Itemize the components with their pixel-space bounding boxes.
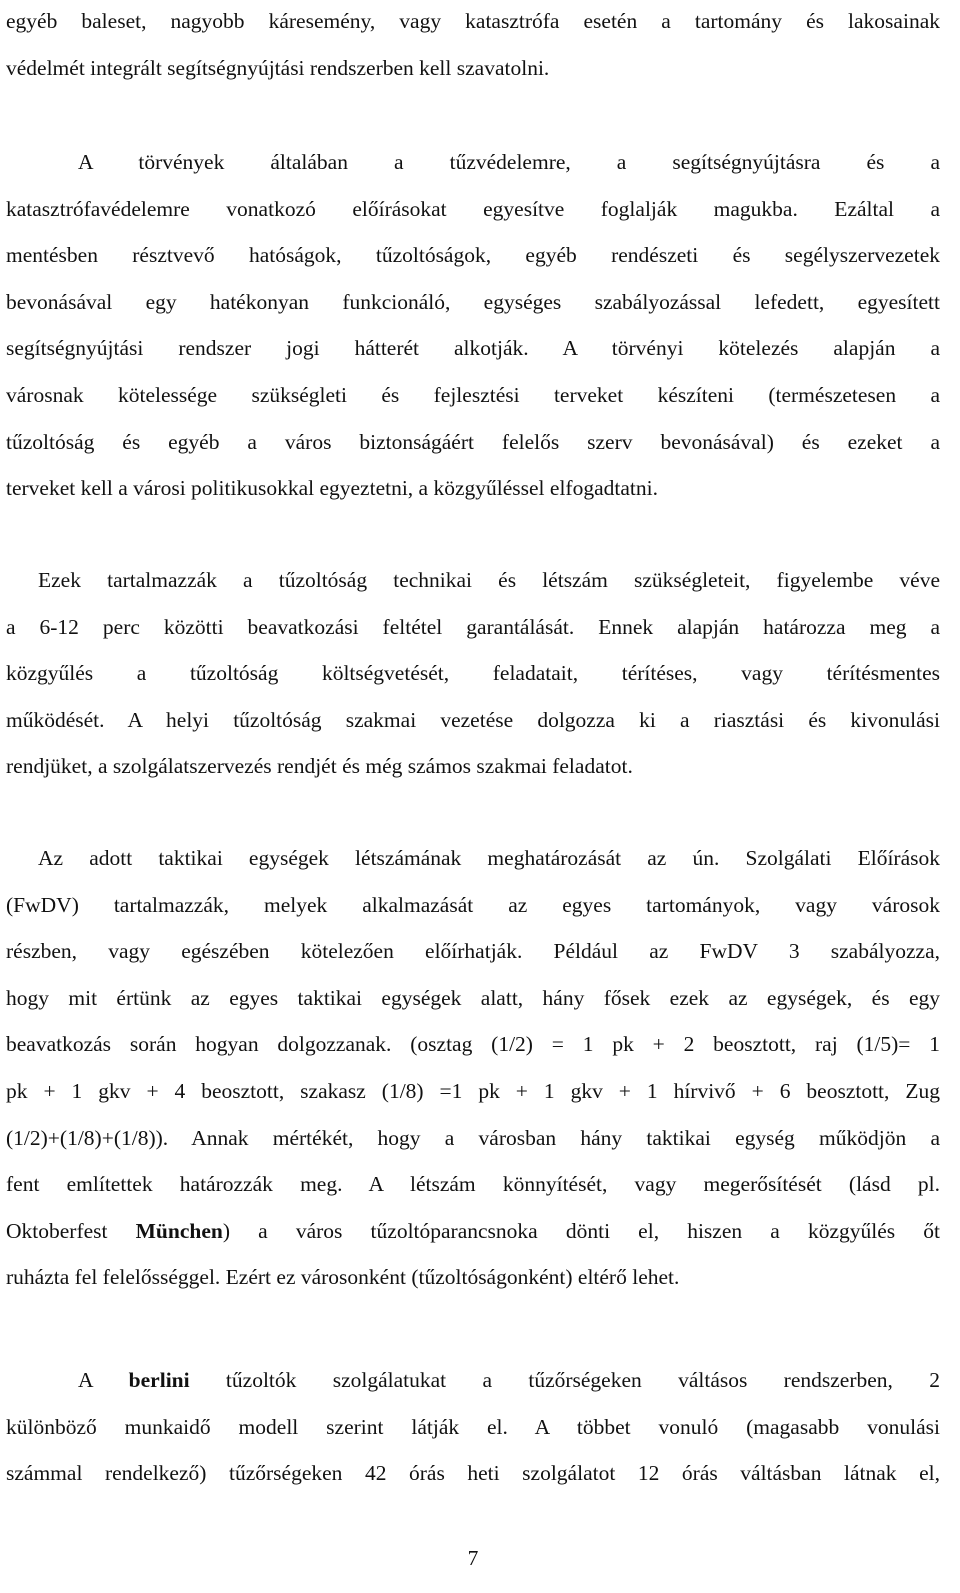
text-line: rendjüket, a szolgálatszervezés rendjét és még számos szakmai feladatot. xyxy=(6,754,633,779)
paragraph xyxy=(6,0,940,91)
text-line: közgyűlés a tűzoltóság költségvetését, feladatait, térítéses, vagy térítésmentes xyxy=(6,661,940,686)
text-line: hogy mit értünk az egyes taktikai egységek alatt, hány fősek ezek az egységek, és egy xyxy=(6,985,940,1010)
text-line: tűzoltóság és egyéb a város biztonságáért felelős szerv bevonásával) és ezeket a xyxy=(6,429,940,454)
text-line: A törvények általában a tűzvédelemre, a segítségnyújtásra és a xyxy=(78,150,940,174)
bold-city-name: München xyxy=(135,1218,223,1243)
text-line: különböző munkaidő modell szerint látják el. A többet vonuló (magasabb vonulási xyxy=(6,1414,940,1439)
text-line: védelmét integrált segítségnyújtási rendszerben kell szavatolni. xyxy=(6,55,550,80)
text-line: A berlini tűzoltók szolgálatukat a tűzőrségeken váltásos rendszerben, 2 xyxy=(78,1368,940,1392)
text-line: mentésben résztvevő hatóságok, tűzoltóságok, egyéb rendészeti és segélyszervezetek xyxy=(6,243,940,268)
text-line: működését. A helyi tűzoltóság szakmai vezetése dolgozza ki a riasztási és kivonulási xyxy=(6,707,940,732)
paragraph xyxy=(6,1357,940,1497)
text-line: a 6-12 perc közötti beavatkozási feltétel garantálását. Ennek alapján határozza meg a xyxy=(6,614,940,639)
text-line: (FwDV) tartalmazzák, melyek alkalmazását az egyes tartományok, vagy városok xyxy=(6,892,940,917)
text-line: (1/2)+(1/8)+(1/8)). Annak mértékét, hogy a városban hány taktikai egység működjön a xyxy=(6,1125,940,1150)
text-line: katasztrófavédelemre vonatkozó előírásokat egyesítve foglalják magukba. Ezáltal a xyxy=(6,196,940,221)
paragraph xyxy=(6,835,940,1301)
text-line: fent említettek határozzák meg. A létszám könnyítését, vagy megerősítését (lásd pl. xyxy=(6,1172,940,1197)
text-line: számmal rendelkező) tűzőrségeken 42 órás heti szolgálatot 12 órás váltásban látnak el, xyxy=(6,1461,940,1486)
text-line: Ezek tartalmazzák a tűzoltóság technikai és létszám szükségleteit, figyelembe véve xyxy=(38,568,940,592)
text-line: bevonásával egy hatékonyan funkcionáló, egységes szabályozással lefedett, egyesített xyxy=(6,289,940,314)
paragraph xyxy=(6,139,940,512)
text-line: részben, vagy egészében kötelezően előírhatják. Például az FwDV 3 szabályozza, xyxy=(6,939,940,964)
text-line: Az adott taktikai egységek létszámának meghatározását az ún. Szolgálati Előírások xyxy=(38,846,940,870)
text-line: Oktoberfest München) a város tűzoltóparancsnoka dönti el, hiszen a közgyűlés őt xyxy=(6,1218,940,1243)
page-number: 7 xyxy=(467,1546,479,1570)
paragraph xyxy=(6,557,940,790)
bold-city-name: berlini xyxy=(128,1368,190,1392)
text-line: városnak kötelessége szükségleti és fejlesztési terveket készíteni (természetesen a xyxy=(6,382,940,407)
text-line: ruházta fel felelősséggel. Ezért ez városonként (tűzoltóságonként) eltérő lehet. xyxy=(6,1265,680,1290)
text-line: terveket kell a városi politikusokkal egyeztetni, a közgyűléssel elfogadtatni. xyxy=(6,476,658,501)
text-line: egyéb baleset, nagyobb káresemény, vagy katasztrófa esetén a tartomány és lakosainak xyxy=(6,9,940,33)
text-line: beavatkozás során hogyan dolgozzanak. (osztag (1/2) = 1 pk + 2 beosztott, raj (1/5)= 1 xyxy=(6,1032,940,1057)
text-line: segítségnyújtási rendszer jogi hátterét alkotják. A törvényi kötelezés alapján a xyxy=(6,336,940,361)
text-line: pk + 1 gkv + 4 beosztott, szakasz (1/8) =1 pk + 1 gkv + 1 hírvivő + 6 beosztott, Zug xyxy=(6,1078,940,1103)
